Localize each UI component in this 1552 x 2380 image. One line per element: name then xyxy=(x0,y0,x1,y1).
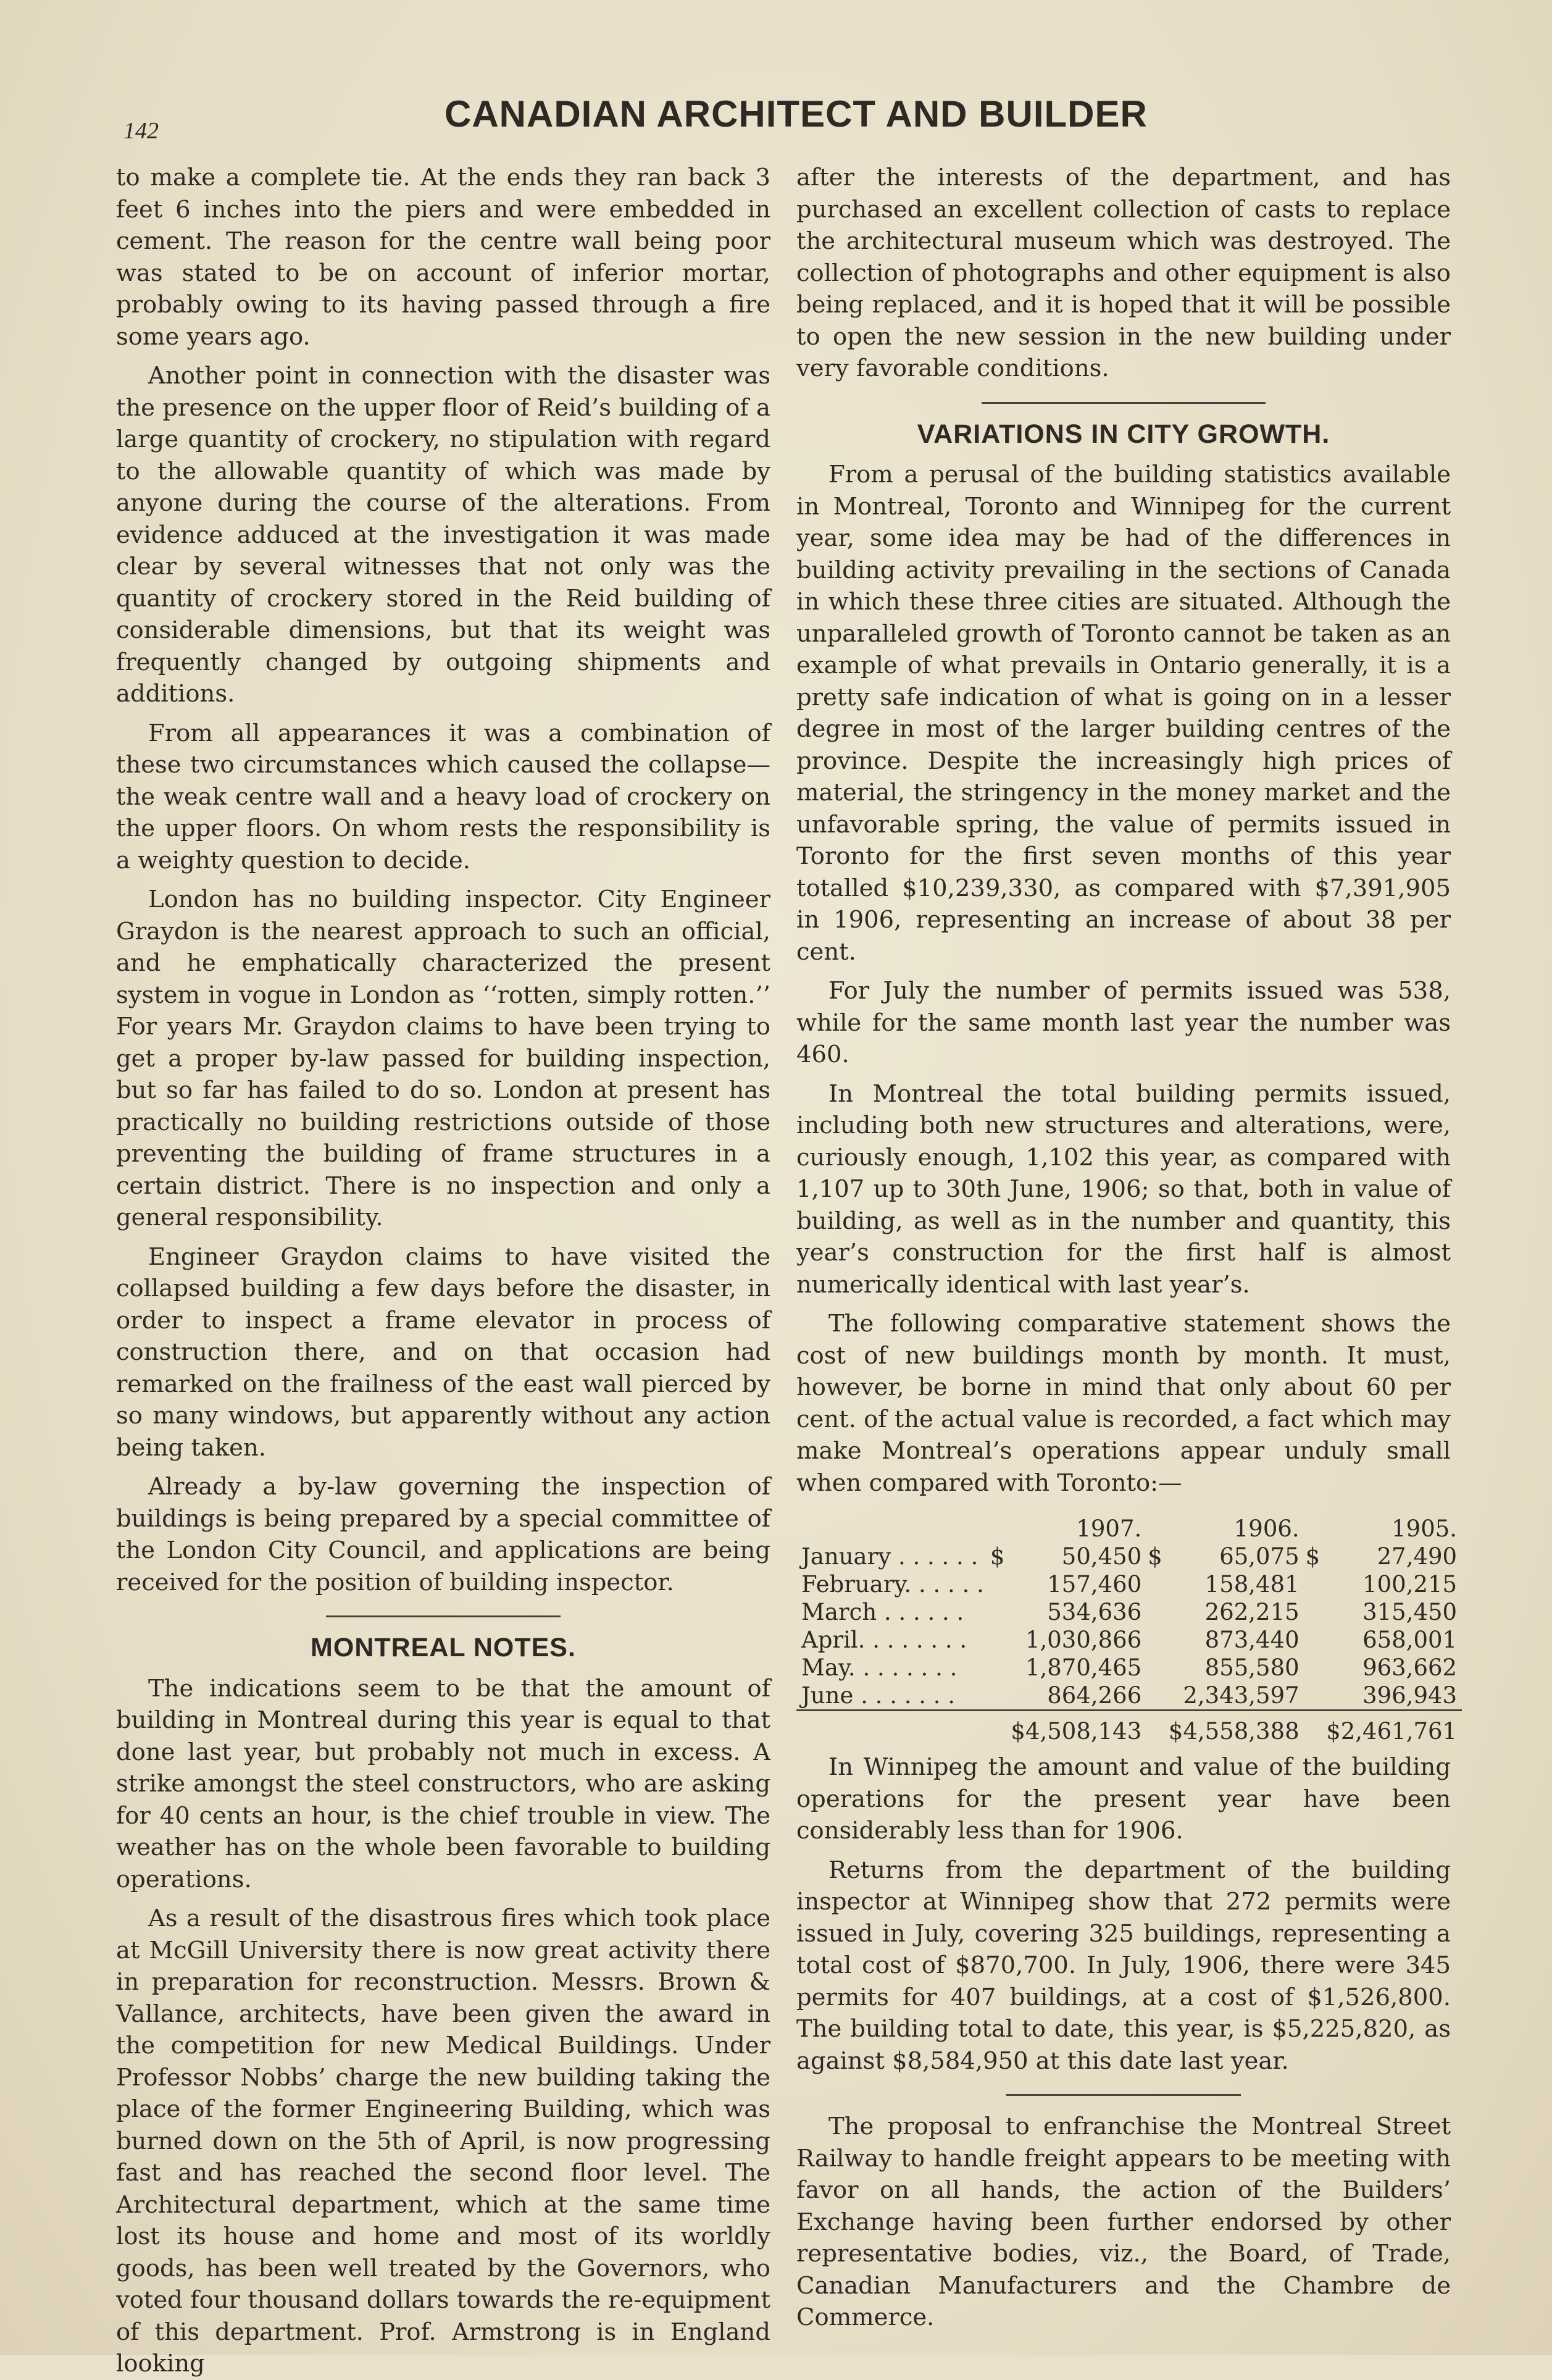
value-1905: 27,490 xyxy=(1377,1543,1458,1570)
table-row xyxy=(796,1598,1462,1626)
article-paragraph: London has no building inspector. City Engineer Graydon is the nearest approach to such an official, and he emphatically characterized the present system in vogue in London as ‘‘rotten, simply rotten.’’ For years Mr. Graydon claims to have been trying to get a proper by-law passed for building inspection, but so far has failed to do so. London at present has practically no building restrictions outside of those preventing the building of frame structures in a certain district. There is no inspection and only a general responsibility. xyxy=(116,886,770,1231)
article-paragraph: In Winnipeg the amount and value of the building operations for the present year have been considerably less than for 1906. xyxy=(796,1753,1451,1845)
running-title: CANADIAN ARCHITECT AND BUILDER xyxy=(444,93,1148,135)
building-statistics-table xyxy=(796,1515,1458,1745)
value-1907: 864,266 xyxy=(1047,1682,1142,1709)
section-divider xyxy=(1006,2094,1241,2096)
value-1906: 65,075 xyxy=(1219,1543,1300,1570)
value-1907: 157,460 xyxy=(1047,1571,1142,1598)
table-header-row xyxy=(796,1515,1462,1543)
article-paragraph: In Montreal the total building permits issued, including both new structures and alterations, were, curiously enough, 1,102 this year, as compared with 1,107 up to 30th June, 1906; so that, both in value of building, as well as in the number and quantity, this year’s construction for the first half is almost numerically identical with last year’s. xyxy=(796,1079,1451,1299)
section-heading-variations: VARIATIONS IN CITY GROWTH. xyxy=(917,419,1330,449)
table-row xyxy=(796,1570,1462,1598)
article-paragraph: The indications seem to be that the amount of building in Montreal during this year is equal to that done last year, but probably not much in excess. A strike amongst the steel constructors, who are asking for 40 cents an hour, is the chief trouble in view. The weather has on the whole been favorable to building operations. xyxy=(116,1674,770,1893)
value-1907: 50,450 xyxy=(1061,1543,1142,1570)
section-heading-montreal-notes: MONTREAL NOTES. xyxy=(311,1633,576,1662)
value-1905: 396,943 xyxy=(1362,1682,1458,1709)
page-number: 142 xyxy=(123,118,159,144)
column-header-1905: 1905. xyxy=(1391,1515,1458,1542)
article-paragraph: From all appearances it was a combination of these two circumstances which caused the collapse—the weak centre wall and a heavy load of crockery on the upper floors. On whom rests the responsibility is a weighty question to decide. xyxy=(116,719,770,874)
left-column xyxy=(116,162,770,2380)
month-label: February. . . . . . xyxy=(801,1571,984,1598)
table-row xyxy=(796,1654,1462,1682)
table-row xyxy=(796,1682,1462,1711)
column-header-1907: 1907. xyxy=(1076,1515,1142,1542)
value-1907: 534,636 xyxy=(1047,1599,1142,1625)
value-1905: 963,662 xyxy=(1362,1654,1458,1681)
month-label: June . . . . . . . xyxy=(801,1682,956,1709)
month-label: May. . . . . . . . xyxy=(801,1654,957,1681)
currency-sign: $ xyxy=(990,1543,1005,1570)
value-1906: 873,440 xyxy=(1204,1627,1300,1653)
page-header xyxy=(123,93,1420,148)
total-1907: $4,508,143 xyxy=(1006,1711,1146,1746)
table-row xyxy=(796,1543,1462,1570)
value-1906: 2,343,597 xyxy=(1183,1682,1300,1709)
value-1905: 315,450 xyxy=(1362,1599,1458,1625)
table-row xyxy=(796,1626,1462,1654)
section-divider xyxy=(982,402,1266,404)
total-1906: $4,558,388 xyxy=(1164,1711,1304,1746)
value-1906: 855,580 xyxy=(1204,1654,1300,1681)
month-label: April. . . . . . . . xyxy=(801,1627,967,1653)
article-paragraph: The following comparative statement shows the cost of new buildings month by month. It must, however, be borne in mind that only about 60 per cent. of the actual value is recorded, a fact which may make Montreal’s operations appear unduly small when compared with Toronto:— xyxy=(796,1310,1451,1497)
article-paragraph: Returns from the department of the building inspector at Winnipeg show that 272 permits were issued in July, covering 325 buildings, representing a total cost of $870,700. In July, 1906, there were 345 permits for 407 buildings, at a cost of $1,526,800. The building total to date, this year, is $5,225,820, as against $8,584,950 at this date last year. xyxy=(796,1856,1451,2075)
value-1905: 100,215 xyxy=(1362,1571,1458,1598)
article-paragraph: Another point in connection with the disaster was the presence on the upper floor of Reid’s building of a large quantity of crockery, no stipulation with regard to the allowable quantity of which was made by anyone during the course of the alterations. From evidence adduced at the investigation it was made clear by several witnesses that not only was the quantity of crockery stored in the Reid building of considerable dimensions, but that its weight was frequently changed by outgoing shipments and additions. xyxy=(116,362,770,708)
currency-sign: $ xyxy=(1148,1543,1162,1570)
article-paragraph: From a perusal of the building statistics available in Montreal, Toronto and Winnipeg for the current year, some idea may be had of the differences in building activity prevailing in the sections of Canada in which these three cities are situated. Although the unparalleled growth of Toronto cannot be taken as an example of what prevails in Ontario generally, it is a pretty safe indication of what is going on in a lesser degree in most of the larger building centres of the province. Despite the increasingly high prices of material, the stringency in the money market and the unfavorable spring, the value of permits issued in Toronto for the first seven months of this year totalled $10,239,330, as compared with $7,391,905 in 1906, representing an increase of about 38 per cent. xyxy=(796,461,1451,966)
currency-sign: $ xyxy=(1305,1543,1320,1570)
total-1905: $2,461,761 xyxy=(1321,1711,1462,1746)
month-label: January . . . . . . xyxy=(801,1543,978,1570)
article-paragraph: to make a complete tie. At the ends they ran back 3 feet 6 inches into the piers and were embedded in cement. The reason for the centre wall being poor was stated to be on account of inferior mortar, probably owing to its having passed through a fire some years ago. xyxy=(116,164,770,351)
article-paragraph: As a result of the disastrous fires which took place at McGill University there is now great activity there in preparation for reconstruction. Messrs. Brown & Vallance, architects, have been given the award in the competition for new Medical Buildings. Under Professor Nobbs’ charge the new building taking the place of the former Engineering Building, which was burned down on the 5th of April, is now progressing fast and has reached the second floor level. The Architectural department, which at the same time lost its house and home and most of its worldly goods, has been well treated by the Governors, who voted four thousand dollars towards the re-equipment of this department. Prof. Armstrong is in England looking xyxy=(116,1904,770,2378)
value-1907: 1,030,866 xyxy=(1025,1627,1142,1653)
value-1907: 1,870,465 xyxy=(1025,1654,1142,1681)
article-paragraph: The proposal to enfranchise the Montreal Street Railway to handle freight appears to be meeting with favor on all hands, the action of the Builders’ Exchange having been further endorsed by other representative bodies, viz., the Board, of Trade, Canadian Manufacturers and the Chambre de Commerce. xyxy=(796,2113,1451,2331)
value-1906: 158,481 xyxy=(1204,1571,1300,1598)
section-divider xyxy=(326,1615,561,1617)
article-paragraph: Engineer Graydon claims to have visited the collapsed building a few days before the disaster, in order to inspect a frame elevator in process of construction there, and on that occasion had remarked on the frailness of the east wall pierced by so many windows, but apparently without any action being taken. xyxy=(116,1242,770,1462)
month-label: March . . . . . . xyxy=(801,1599,964,1625)
article-paragraph: Already a by-law governing the inspection of buildings is being prepared by a special committee of the London City Council, and applications are being received for the position of building inspector. xyxy=(116,1473,770,1596)
column-header-1906: 1906. xyxy=(1233,1515,1300,1542)
article-paragraph: after the interests of the department, and has purchased an excellent collection of casts to replace the architectural museum which was destroyed. The collection of photographs and other equipment is also being replaced, and it is hoped that it will be possible to open the new session in the new building under very favorable conditions. xyxy=(796,164,1451,382)
article-paragraph: For July the number of permits issued was 538, while for the same month last year the number was 460. xyxy=(796,977,1451,1068)
value-1905: 658,001 xyxy=(1362,1627,1458,1653)
value-1906: 262,215 xyxy=(1204,1599,1300,1625)
table-total-row xyxy=(796,1711,1462,1746)
right-column xyxy=(796,162,1458,2334)
